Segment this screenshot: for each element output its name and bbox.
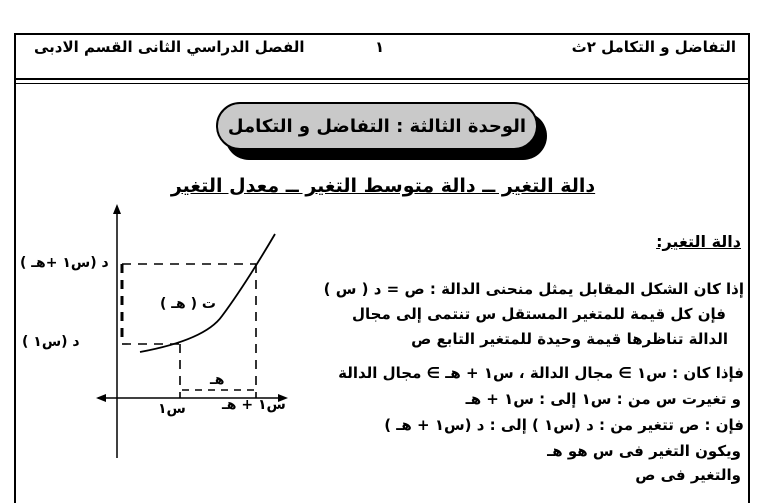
header-page-number: ١ [375, 38, 385, 56]
body-line-1: إذا كان الشكل المقابل يمثل منحنى الدالة : ص = د ( س ) [323, 280, 744, 298]
body-line-7: ويكون التغير فى س هو هـ [547, 442, 741, 460]
header-course-title: التفاضل و التكامل ٢ث [571, 38, 736, 56]
lesson-subtitle: دالة التغير ــ دالة متوسط التغير ــ معدل التغير [170, 175, 596, 197]
y-axis-arrow [113, 204, 121, 214]
body-line-5: و تغيرت س من : س١ إلى : س١ + هـ [465, 390, 741, 408]
section-heading: دالة التغير: [656, 232, 741, 251]
label-h: هـ [210, 372, 225, 388]
body-line-4: فإذا كان : س١ ∋ مجال الدالة ، س١ + هـ ∋ مجال الدالة [338, 364, 744, 382]
label-f-x-plus-h: د (س١ +هـ ) [20, 255, 109, 271]
body-line-8: والتغير فى ص [635, 466, 741, 484]
label-f-x: د (س١ ) [22, 334, 80, 350]
body-line-2: فإن كل قيمة للمتغير المستقل س تنتمى إلى مجال [351, 305, 726, 323]
x-axis-arrow-left [96, 394, 106, 402]
label-x1: س١ [158, 401, 186, 417]
body-line-6: فإن : ص تتغير من : د (س١ ) إلى : د (س١ + هـ ) [384, 416, 744, 434]
function-curve [140, 234, 275, 352]
label-t-h: ت ( هـ ) [160, 296, 216, 312]
unit-title: الوحدة الثالثة : التفاضل و التكامل [227, 115, 527, 137]
body-line-3: الدالة تناظرها قيمة وحيدة للمتغير التابع ص [411, 330, 728, 348]
label-x1-plus-h: س١ + هـ [222, 397, 286, 413]
header-term: الفصل الدراسي الثانى القسم الادبى [34, 38, 305, 56]
